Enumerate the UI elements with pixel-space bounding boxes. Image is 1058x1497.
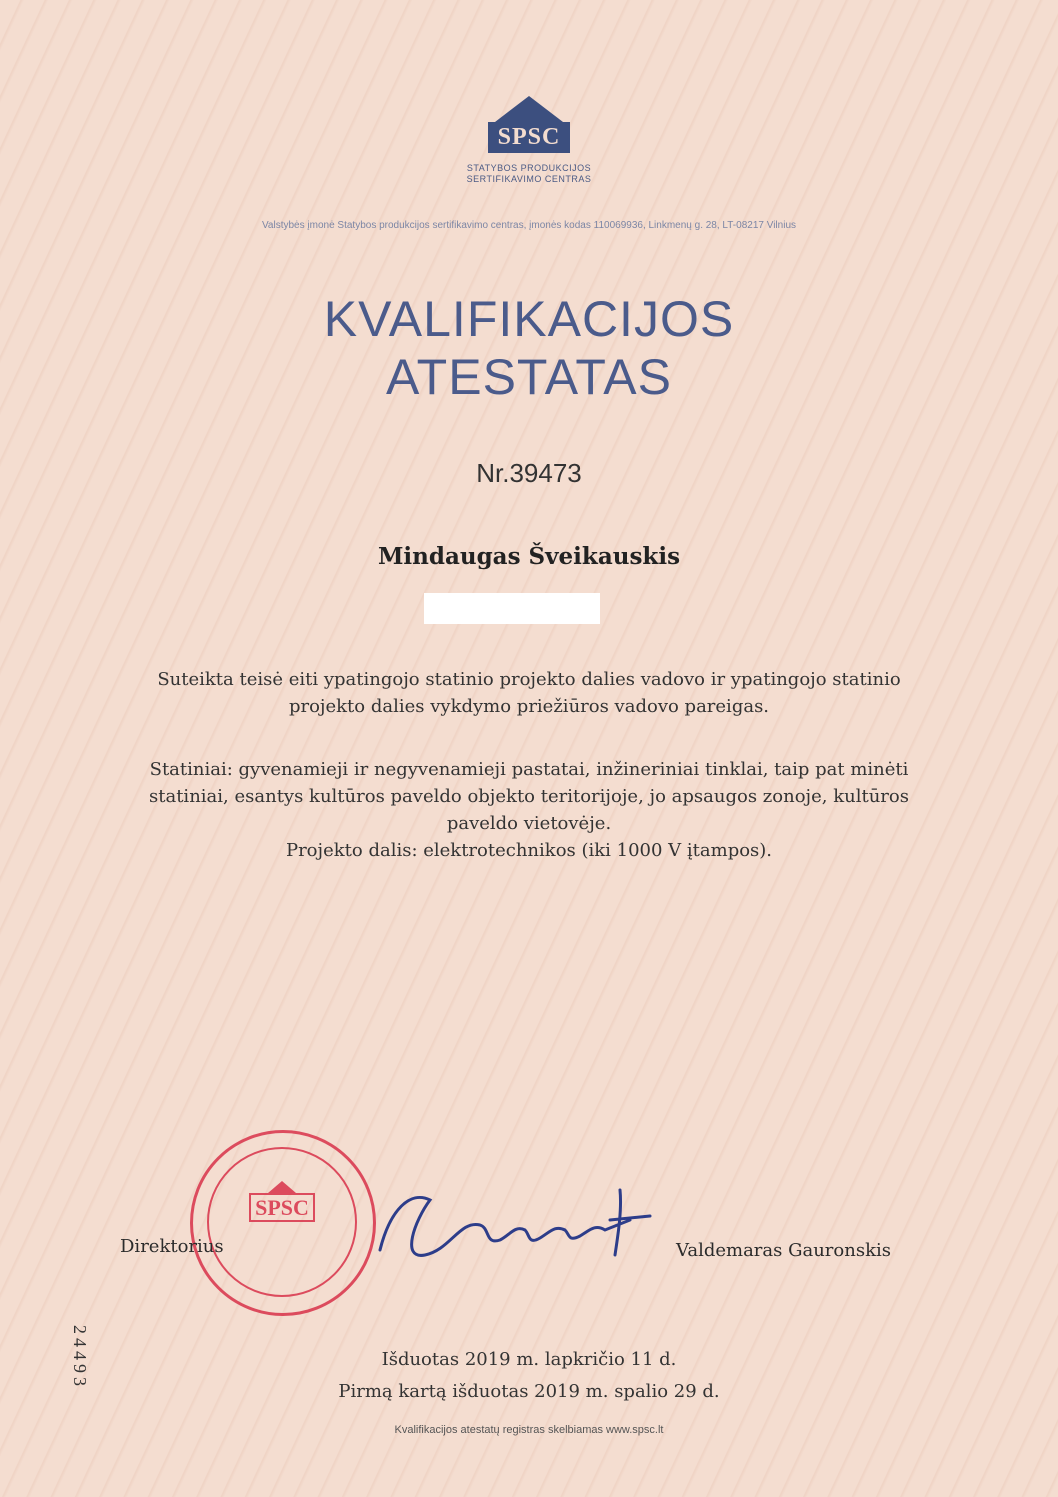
- signature-icon: [370, 1180, 660, 1270]
- signatory-name: Valdemaras Gauronskis: [676, 1240, 891, 1261]
- issue-date: Išduotas 2019 m. lapkričio 11 d.: [381, 1349, 677, 1370]
- structures-line-3: paveldo vietovėje.: [446, 813, 612, 834]
- project-part-line: Projekto dalis: elektrotechnikos (iki 1000 V įtampos).: [285, 840, 773, 861]
- registry-footer: Kvalifikacijos atestatų registras skelbiamas www.spsc.lt: [394, 1424, 664, 1436]
- stamp-inner-ring: [207, 1147, 357, 1297]
- logo-triangle-icon: [495, 96, 563, 122]
- issue-dates: [0, 1344, 1058, 1408]
- title-line-2: ATESTATAS: [386, 349, 672, 405]
- rights-line-2: projekto dalies vykdymo priežiūros vadovo pareigas.: [288, 696, 770, 717]
- certificate-number: Nr.39473: [476, 458, 582, 488]
- serial-number: 24493: [70, 1325, 90, 1390]
- redacted-field: [424, 593, 600, 624]
- signatory-title: Direktorius: [120, 1236, 224, 1257]
- holder-name: Mindaugas Šveikauskis: [377, 543, 681, 570]
- rights-paragraph: [90, 666, 968, 720]
- logo-subtitle: [0, 163, 1058, 185]
- official-stamp: [190, 1130, 376, 1316]
- title-line-1: KVALIFIKACIJOS: [323, 291, 735, 347]
- logo-sub-line-2: SERTIFIKAVIMO CENTRAS: [466, 174, 592, 184]
- first-issue-date: Pirmą kartą išduotas 2019 m. spalio 29 d.: [338, 1381, 720, 1402]
- stamp-triangle-icon: [268, 1181, 296, 1193]
- structures-line-2: statiniai, esantys kultūros paveldo objekto teritorijoje, jo apsaugos zonoje, kultūros: [149, 786, 909, 807]
- stamp-logo: [237, 1181, 327, 1221]
- rights-line-1: Suteikta teisė eiti ypatingojo statinio projekto dalies vadovo ir ypatingojo statinio: [157, 669, 901, 690]
- spsc-logo: [0, 96, 1058, 185]
- structures-line-1: Statiniai: gyvenamieji ir negyvenamieji pastatai, inžineriniai tinklai, taip pat minėti: [149, 759, 909, 780]
- stamp-mark: SPSC: [249, 1193, 315, 1222]
- agency-info: Valstybės įmonė Statybos produkcijos sertifikavimo centras, įmonės kodas 110069936, Linkmenų g. 28, LT-08217 Vilnius: [262, 220, 796, 231]
- structures-paragraph: [90, 756, 968, 864]
- logo-sub-line-1: STATYBOS PRODUKCIJOS: [466, 163, 592, 173]
- document-title: [0, 290, 1058, 406]
- logo-text: SPSC: [488, 122, 571, 153]
- logo-mark: [488, 96, 571, 153]
